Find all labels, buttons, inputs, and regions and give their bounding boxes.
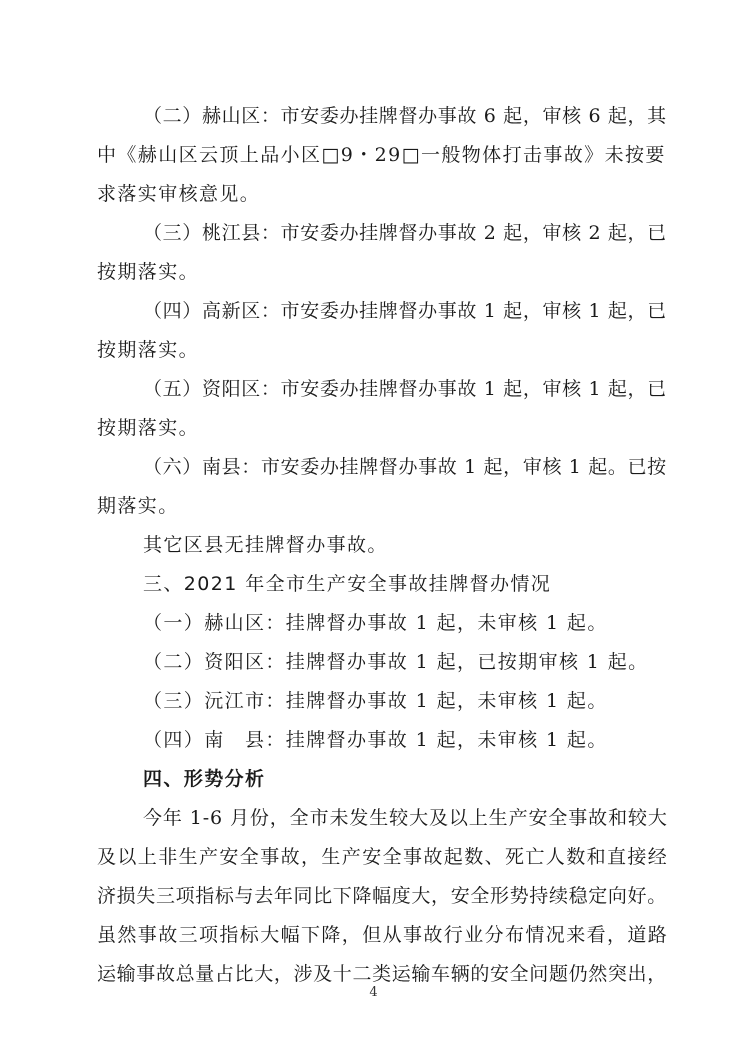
- page-number: 4: [369, 985, 378, 1000]
- text-line: 济损失三项指标与去年同比下降幅度大，安全形势持续稳定向好。: [97, 885, 667, 907]
- text-line: 求落实审核意见。: [97, 183, 261, 205]
- text-line: （二）资阳区：挂牌督办事故 1 起，已按期审核 1 起。: [143, 651, 649, 673]
- text-line: 运输事故总量占比大，涉及十二类运输车辆的安全问题仍然突出，: [97, 963, 667, 985]
- text-line: 按期落实。: [97, 417, 200, 439]
- text-line: （二）赫山区：市安委办挂牌督办事故 6 起，审核 6 起，其: [143, 105, 667, 127]
- text-line: 虽然事故三项指标大幅下降，但从事故行业分布情况来看，道路: [97, 924, 669, 946]
- text-line: 按期落实。: [97, 339, 200, 361]
- text-line: 中《赫山区云顶上品小区□9・29□一般物体打击事故》未按要: [97, 144, 666, 166]
- text-line: 今年 1-6 月份，全市未发生较大及以上生产安全事故和较大: [143, 807, 668, 829]
- text-line: （四）高新区：市安委办挂牌督办事故 1 起，审核 1 起，已: [143, 300, 667, 322]
- text-line: （三）桃江县：市安委办挂牌督办事故 2 起，审核 2 起，已: [143, 222, 667, 244]
- text-line: （四）南 县：挂牌督办事故 1 起，未审核 1 起。: [143, 729, 608, 751]
- text-line: （一）赫山区：挂牌督办事故 1 起，未审核 1 起。: [143, 612, 608, 634]
- text-line: （六）南县：市安委办挂牌督办事故 1 起，审核 1 起。已按: [143, 456, 667, 478]
- text-line: （三）沅江市：挂牌督办事故 1 起，未审核 1 起。: [143, 690, 608, 712]
- section-heading: 四、形势分析: [143, 768, 266, 790]
- text-line: （五）资阳区：市安委办挂牌督办事故 1 起，审核 1 起，已: [143, 378, 667, 400]
- text-line: 按期落实。: [97, 261, 200, 283]
- text-line: 期落实。: [97, 495, 179, 517]
- section-heading: 三、2021 年全市生产安全事故挂牌督办情况: [143, 573, 552, 595]
- text-line: 其它区县无挂牌督办事故。: [143, 534, 388, 556]
- text-line: 及以上非生产安全事故，生产安全事故起数、死亡人数和直接经: [97, 846, 669, 868]
